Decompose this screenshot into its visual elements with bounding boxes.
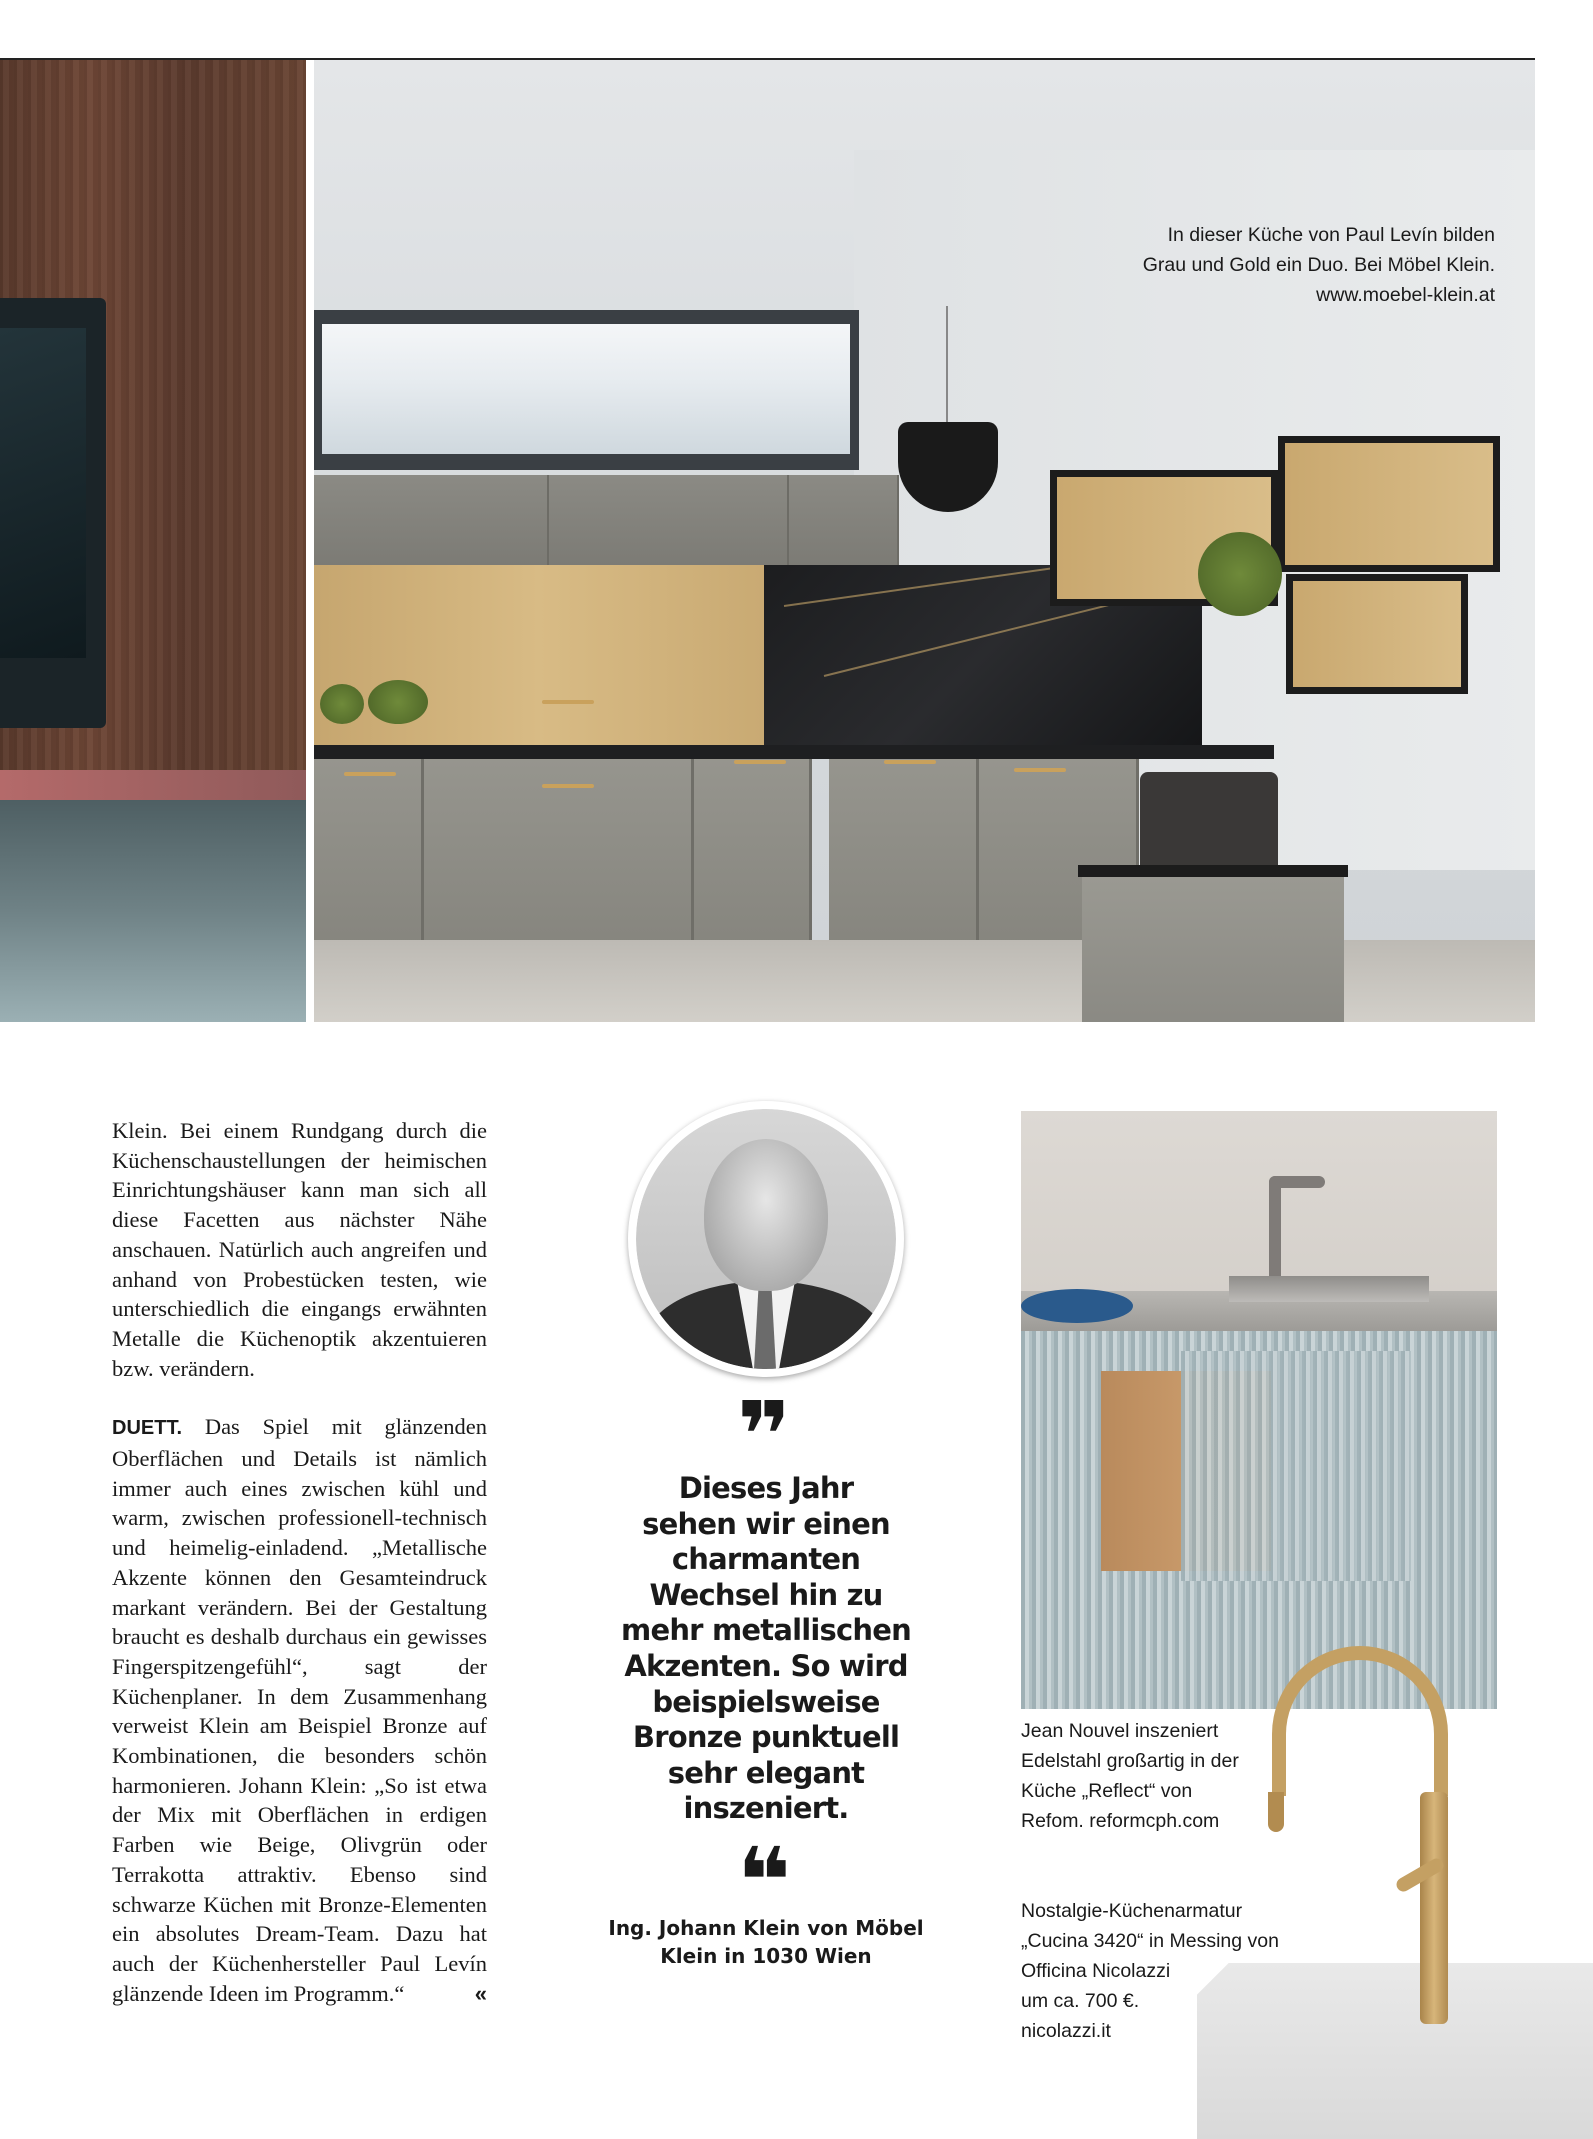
caption-line: Küche „Reflect“ von <box>1021 1780 1193 1802</box>
article-column <box>112 1116 487 2037</box>
quote-line: Dieses Jahr <box>678 1471 854 1505</box>
end-mark: « <box>474 1980 487 2006</box>
caption-line: www.moebel-klein.at <box>1316 284 1495 306</box>
window-frame <box>314 310 859 470</box>
caption-line: Nostalgie-Küchenarmatur <box>1021 1900 1243 1922</box>
quote-attribution <box>606 1914 926 1970</box>
paragraph-body: Das Spiel mit glänzenden Oberflächen und Details ist nämlich immer auch eines zwischen kühl und warm, zwischen professionell-technisch und heimelig-einladend. „Metallische Akzente können den Gesamteindruck markant verändern. Bei der Gestaltung braucht es deshalb durchaus ein gewisses Fingerspitzengefühl“, sagt der Küchenplaner. In dem Zusammenhang verweist Klein am Beispiel Bronze auf Kombinationen, die besonders schön harmonieren. Johann Klein: „So ist etwa der Mix mit Oberflächen in erdigen Farben wie Beige, Olivgrün oder Terrakotta attraktiv. Ebenso sind schwarze Küchen mit Bronze-Elementen ein absolutes Dream-Team. Dazu hat auch der Küchenhersteller Paul Levín glänzende Ideen im Programm.“ <box>112 1414 487 2006</box>
paragraph-lead: DUETT. <box>112 1417 182 1440</box>
steel-tap <box>1269 1176 1281 1286</box>
step-cabinet <box>1082 877 1344 1022</box>
caption-line: Grau und Gold ein Duo. Bei Möbel Klein. <box>1142 254 1495 276</box>
tap-body <box>1420 1792 1448 2024</box>
caption-line: Refom. reformcph.com <box>1021 1810 1220 1832</box>
portrait-johann-klein <box>628 1101 904 1377</box>
caption-main-photo <box>1040 220 1495 310</box>
blue-bowl <box>1021 1289 1133 1323</box>
caption-line: um ca. 700 €. <box>1021 1990 1140 2012</box>
wall-cabinet <box>314 475 549 565</box>
oven <box>0 298 106 728</box>
ribbed-drawer-front <box>1181 1351 1411 1581</box>
worktop <box>314 745 1274 759</box>
photo-reflect-kitchen <box>1021 1111 1497 1709</box>
cabinet-handle <box>542 784 594 788</box>
article-paragraph: Klein. Bei einem Rundgang durch die Küchenschaustellungen der heimischen Einrichtungshäuser kann man sich all diese Facetten aus nächster Nähe anschauen. Natürlich auch angreifen und anhand von Probestücken testen, wie unterschiedlich die eingangs erwähnten Metalle die Küchenoptik akzentuieren bzw. verändern. <box>112 1118 487 1381</box>
base-cabinet <box>424 759 694 959</box>
photo-kitchen-main <box>314 60 1535 1022</box>
quote-line: mehr metallischen <box>621 1613 911 1648</box>
quote-line: Wechsel hin zu <box>649 1577 883 1612</box>
quote-line: sehr elegant <box>667 1755 865 1790</box>
floor <box>314 940 1535 1022</box>
base-cabinet <box>314 759 424 959</box>
sink <box>1229 1276 1429 1302</box>
wall-shelf <box>1286 574 1468 694</box>
quote-line: beispielsweise <box>652 1684 880 1719</box>
quote-close-mark: ❝ <box>737 1828 791 1935</box>
island-top <box>0 800 306 1022</box>
plant <box>368 680 428 724</box>
base-cabinet <box>829 759 979 959</box>
wall-cabinet <box>549 475 789 565</box>
cabinet-handle <box>734 760 786 764</box>
wall-cabinet <box>789 475 899 565</box>
quote-line: inszeniert. <box>683 1791 849 1826</box>
quote-line: charmanten <box>671 1542 861 1577</box>
pull-quote <box>606 1471 926 1827</box>
cabinet-handle <box>542 700 594 704</box>
article-paragraph <box>112 1412 487 2008</box>
quote-line: Akzenten. So wird <box>624 1648 908 1683</box>
cabinet-handle <box>884 760 936 764</box>
quote-open-mark: ❞ <box>737 1382 791 1489</box>
caption-line: nicolazzi.it <box>1021 2020 1111 2042</box>
marble-vein <box>824 595 1145 677</box>
tap-nozzle <box>1268 1792 1284 1832</box>
caption-tap <box>1021 1896 1341 2046</box>
caption-line: Edelstahl großartig in der <box>1021 1750 1239 1772</box>
tap-spout <box>1272 1646 1448 1796</box>
counter-edge <box>0 770 306 800</box>
plant <box>1198 532 1282 616</box>
caption-line: „Cucina 3420“ in Messing von <box>1021 1930 1279 1952</box>
oven-glass <box>0 328 86 658</box>
base-cabinet <box>694 759 812 959</box>
attribution-line: Klein in 1030 Wien <box>660 1944 872 1968</box>
plant <box>320 684 364 724</box>
quote-line: Bronze punktuell <box>632 1720 900 1755</box>
cabinet-handle <box>1014 768 1066 772</box>
handbag <box>1140 772 1278 876</box>
step-worktop <box>1078 865 1348 877</box>
quote-line: sehen wir einen <box>642 1506 890 1541</box>
hood-cable <box>946 306 948 424</box>
attribution-line: Ing. Johann Klein von Möbel <box>608 1916 924 1940</box>
caption-line: Jean Nouvel inszeniert <box>1021 1720 1219 1742</box>
portrait-head <box>704 1139 828 1291</box>
caption-line: Officina Nicolazzi <box>1021 1960 1171 1982</box>
caption-line: In dieser Küche von Paul Levín bilden <box>1167 224 1495 246</box>
photo-wood-kitchen <box>0 60 306 1022</box>
cabinet-handle <box>344 772 396 776</box>
portrait-photo <box>636 1109 896 1369</box>
window-glass <box>322 324 850 454</box>
wall-shelf <box>1278 436 1500 572</box>
